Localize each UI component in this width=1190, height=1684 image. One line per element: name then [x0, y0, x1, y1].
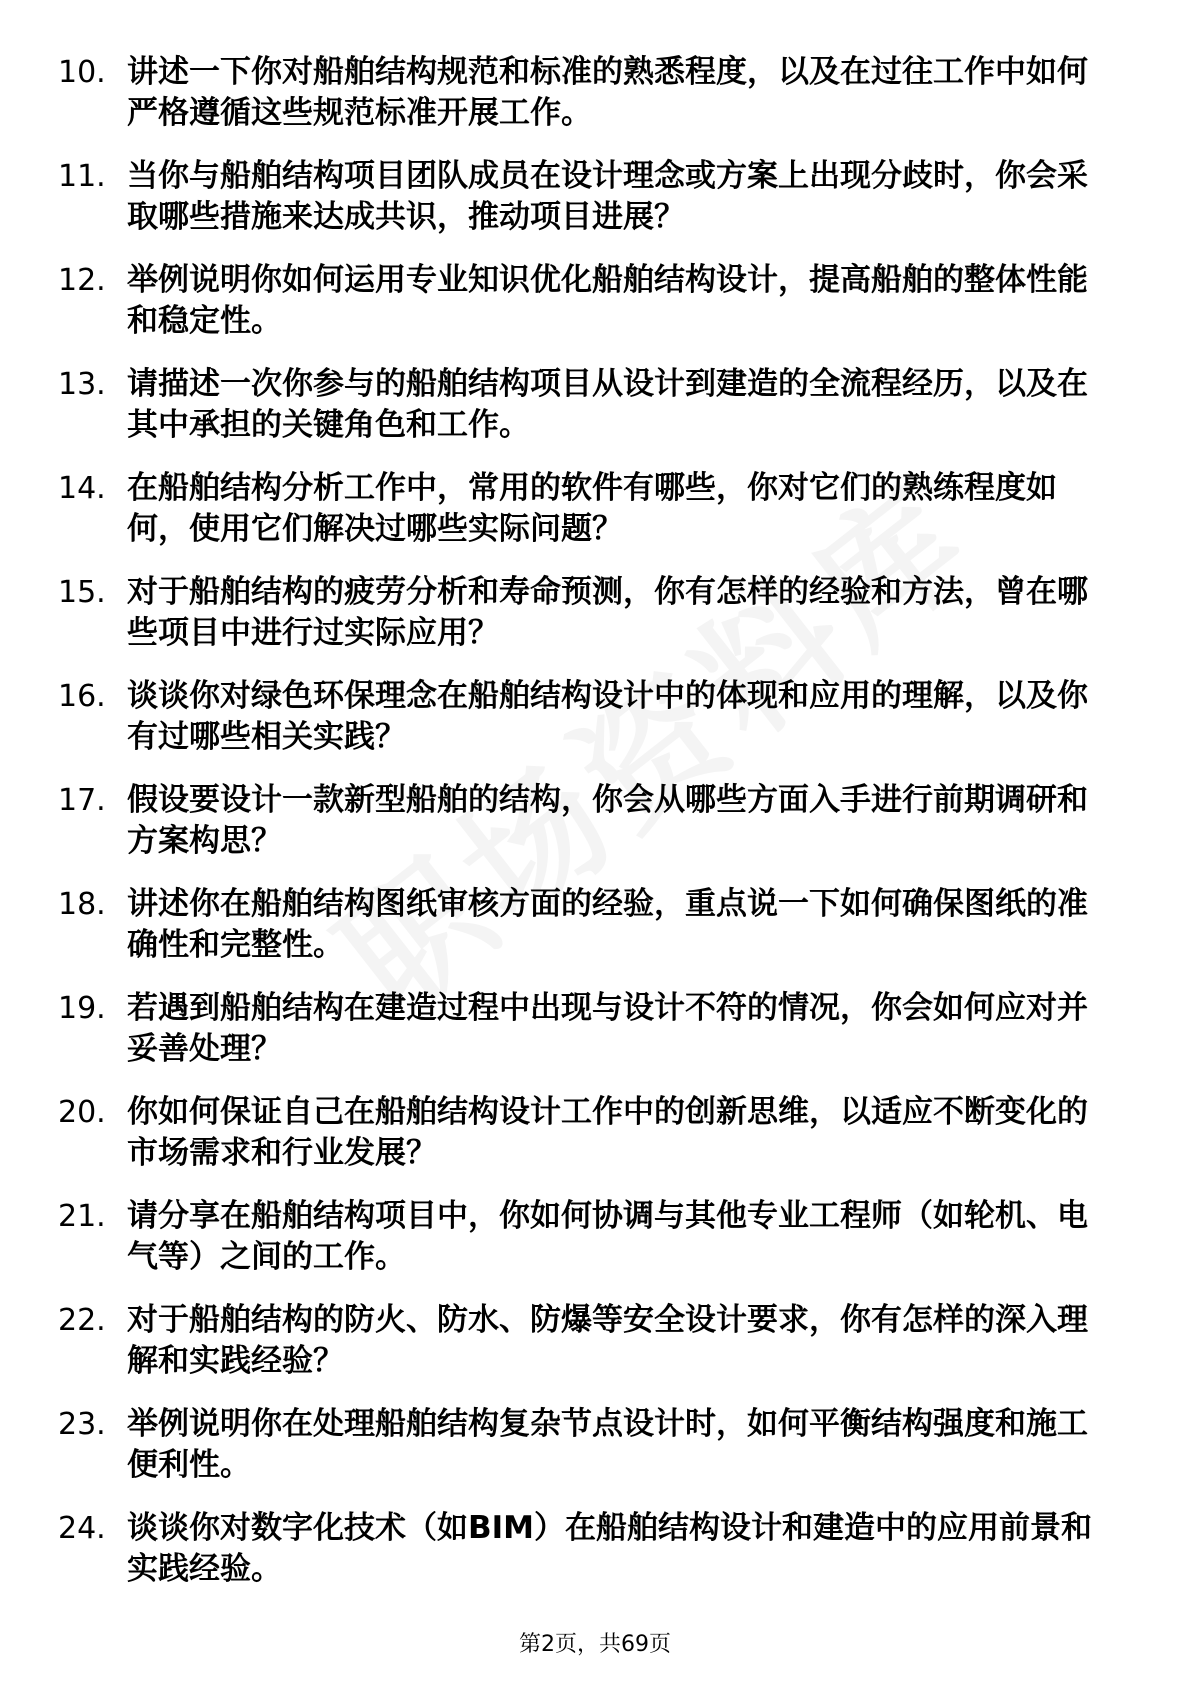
question-text: 若遇到船舶结构在建造过程中出现与设计不符的情况，你会如何应对并妥善处理？	[127, 990, 1088, 1067]
question-item	[0, 364, 1190, 468]
question-item	[0, 156, 1190, 260]
question-number: 10.	[58, 55, 106, 90]
question-number: 23.	[58, 1407, 106, 1442]
question-number: 13.	[58, 367, 106, 402]
question-text: 你如何保证自己在船舶结构设计工作中的创新思维，以适应不断变化的市场需求和行业发展？	[127, 1094, 1088, 1171]
question-item	[0, 1508, 1190, 1612]
question-text: 当你与船舶结构项目团队成员在设计理念或方案上出现分歧时，你会采取哪些措施来达成共识，推动项目进展？	[127, 158, 1088, 235]
question-number: 19.	[58, 991, 106, 1026]
question-text: 在船舶结构分析工作中，常用的软件有哪些，你对它们的熟练程度如何，使用它们解决过哪些实际问题？	[127, 470, 1057, 547]
question-number: 21.	[58, 1199, 106, 1234]
question-item	[0, 260, 1190, 364]
question-item	[0, 884, 1190, 988]
question-item	[0, 52, 1190, 156]
question-item	[0, 988, 1190, 1092]
question-item	[0, 1092, 1190, 1196]
question-item	[0, 1300, 1190, 1404]
question-text: 谈谈你对绿色环保理念在船舶结构设计中的体现和应用的理解，以及你有过哪些相关实践？	[127, 678, 1088, 755]
question-item	[0, 780, 1190, 884]
question-number: 16.	[58, 679, 106, 714]
question-text: 假设要设计一款新型船舶的结构，你会从哪些方面入手进行前期调研和方案构思？	[127, 782, 1088, 859]
question-text: 举例说明你如何运用专业知识优化船舶结构设计，提高船舶的整体性能和稳定性。	[127, 262, 1088, 339]
question-text: 请分享在船舶结构项目中，你如何协调与其他专业工程师（如轮机、电气等）之间的工作。	[127, 1198, 1088, 1275]
question-list	[0, 52, 1190, 1612]
question-text: 举例说明你在处理船舶结构复杂节点设计时，如何平衡结构强度和施工便利性。	[127, 1406, 1088, 1483]
question-number: 11.	[58, 159, 106, 194]
question-number: 17.	[58, 783, 106, 818]
question-text: 请描述一次你参与的船舶结构项目从设计到建造的全流程经历，以及在其中承担的关键角色和工作。	[127, 366, 1088, 443]
question-text: 谈谈你对数字化技术（如BIM）在船舶结构设计和建造中的应用前景和实践经验。	[127, 1510, 1093, 1587]
question-text: 对于船舶结构的防火、防水、防爆等安全设计要求，你有怎样的深入理解和实践经验？	[127, 1302, 1088, 1379]
question-item	[0, 1196, 1190, 1300]
question-number: 12.	[58, 263, 106, 298]
question-item	[0, 676, 1190, 780]
question-number: 20.	[58, 1095, 106, 1130]
page-number-footer: 第2页，共69页	[519, 1632, 671, 1657]
question-text: 对于船舶结构的疲劳分析和寿命预测，你有怎样的经验和方法，曾在哪些项目中进行过实际应用？	[127, 574, 1088, 651]
question-item	[0, 468, 1190, 572]
question-number: 14.	[58, 471, 106, 506]
question-item	[0, 572, 1190, 676]
question-number: 24.	[58, 1511, 106, 1546]
question-number: 18.	[58, 887, 106, 922]
question-text: 讲述你在船舶结构图纸审核方面的经验，重点说一下如何确保图纸的准确性和完整性。	[127, 886, 1088, 963]
question-item	[0, 1404, 1190, 1508]
question-number: 22.	[58, 1303, 106, 1338]
question-text: 讲述一下你对船舶结构规范和标准的熟悉程度，以及在过往工作中如何严格遵循这些规范标准开展工作。	[127, 54, 1088, 131]
question-number: 15.	[58, 575, 106, 610]
